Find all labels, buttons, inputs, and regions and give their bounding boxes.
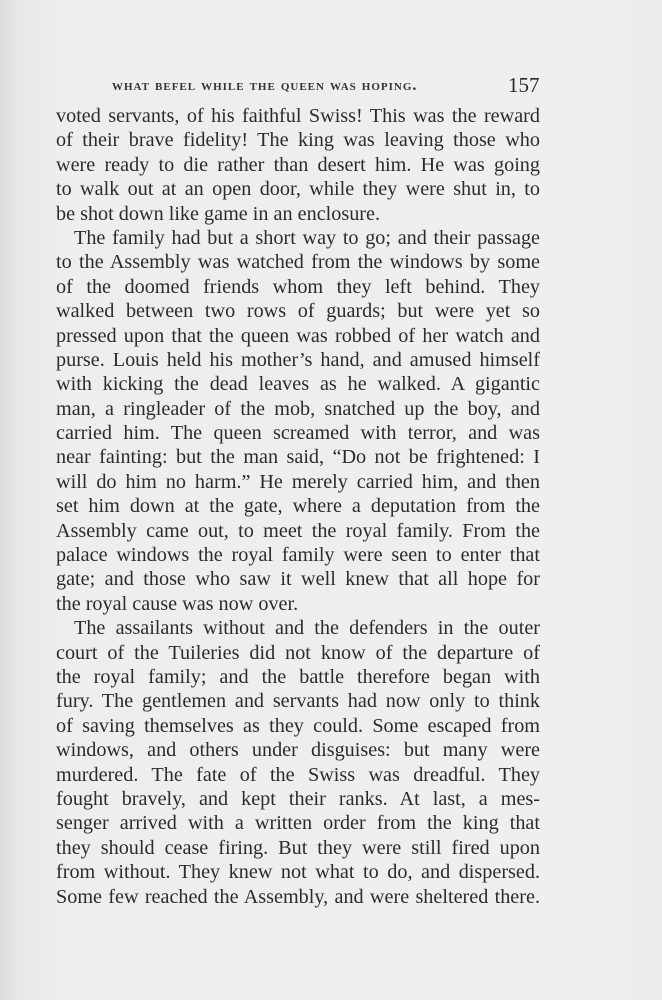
text-line: fury. The gentlemen and servants had now only to think: [56, 690, 540, 713]
paragraph-1: [56, 104, 540, 226]
text-line: gate; and those who saw it well knew that all hope for: [56, 568, 540, 591]
text-line: they should cease firing. But they were still fired upon: [56, 836, 540, 859]
text-line: of the doomed friends whom they left behind. They: [56, 275, 540, 298]
text-line: court of the Tuileries did not know of the departure of: [56, 641, 540, 664]
text-line: of saving themselves as they could. Some escaped from: [56, 714, 540, 737]
text-line: with kicking the dead leaves as he walked. A gigantic: [56, 373, 540, 396]
text-line: The family had but a short way to go; and their passage: [74, 226, 540, 249]
text-line: carried him. The queen screamed with terror, and was: [56, 422, 540, 445]
paragraph-2: [56, 226, 540, 616]
text-line: set him down at the gate, where a deputation from the: [56, 495, 540, 518]
text-line: to the Assembly was watched from the windows by some: [56, 251, 540, 274]
text-line: of their brave fidelity! The king was leaving those who: [56, 129, 540, 152]
running-header: [112, 77, 540, 99]
text-line: Assembly came out, to meet the royal family. From the: [56, 519, 540, 542]
text-line: walked between two rows of guards; but were yet so: [56, 300, 540, 323]
text-line: purse. Louis held his mother’s hand, and amused himself: [56, 348, 540, 371]
text-line: voted servants, of his faithful Swiss! This was the reward: [56, 105, 540, 127]
text-line: to walk out at an open door, while they were shut in, to: [56, 178, 540, 201]
text-line: palace windows the royal family were seen to enter that: [56, 544, 540, 567]
text-line: pressed upon that the queen was robbed of her watch and: [56, 324, 540, 347]
text-line: be shot down like game in an enclosure.: [56, 202, 381, 225]
text-line: Some few reached the Assembly, and were sheltered there.: [56, 885, 540, 908]
text-line: were ready to die rather than desert him. He was going: [56, 153, 540, 176]
text-line: the royal family; and the battle therefore began with: [56, 665, 540, 688]
text-line: fought bravely, and kept their ranks. At last, a mes-: [56, 787, 540, 810]
text-line: will do him no harm.” He merely carried him, and then: [56, 470, 540, 493]
text-line: the royal cause was now over.: [56, 592, 299, 615]
paragraph-3: [56, 616, 540, 909]
running-title: what befel while the queen was hoping.: [112, 77, 418, 94]
page-number: 157: [508, 73, 540, 97]
text-line: man, a ringleader of the mob, snatched up the boy, and: [56, 397, 540, 420]
text-line: near fainting: but the man said, “Do not be frightened: I: [56, 446, 540, 469]
body-text: [56, 104, 540, 909]
text-line: windows, and others under disguises: but many were: [56, 739, 540, 762]
text-line: senger arrived with a written order from the king that: [56, 812, 540, 835]
text-line: from without. They knew not what to do, and dispersed.: [56, 861, 540, 884]
text-line: murdered. The fate of the Swiss was dreadful. They: [56, 763, 540, 786]
text-line: The assailants without and the defenders in the outer: [74, 617, 540, 640]
